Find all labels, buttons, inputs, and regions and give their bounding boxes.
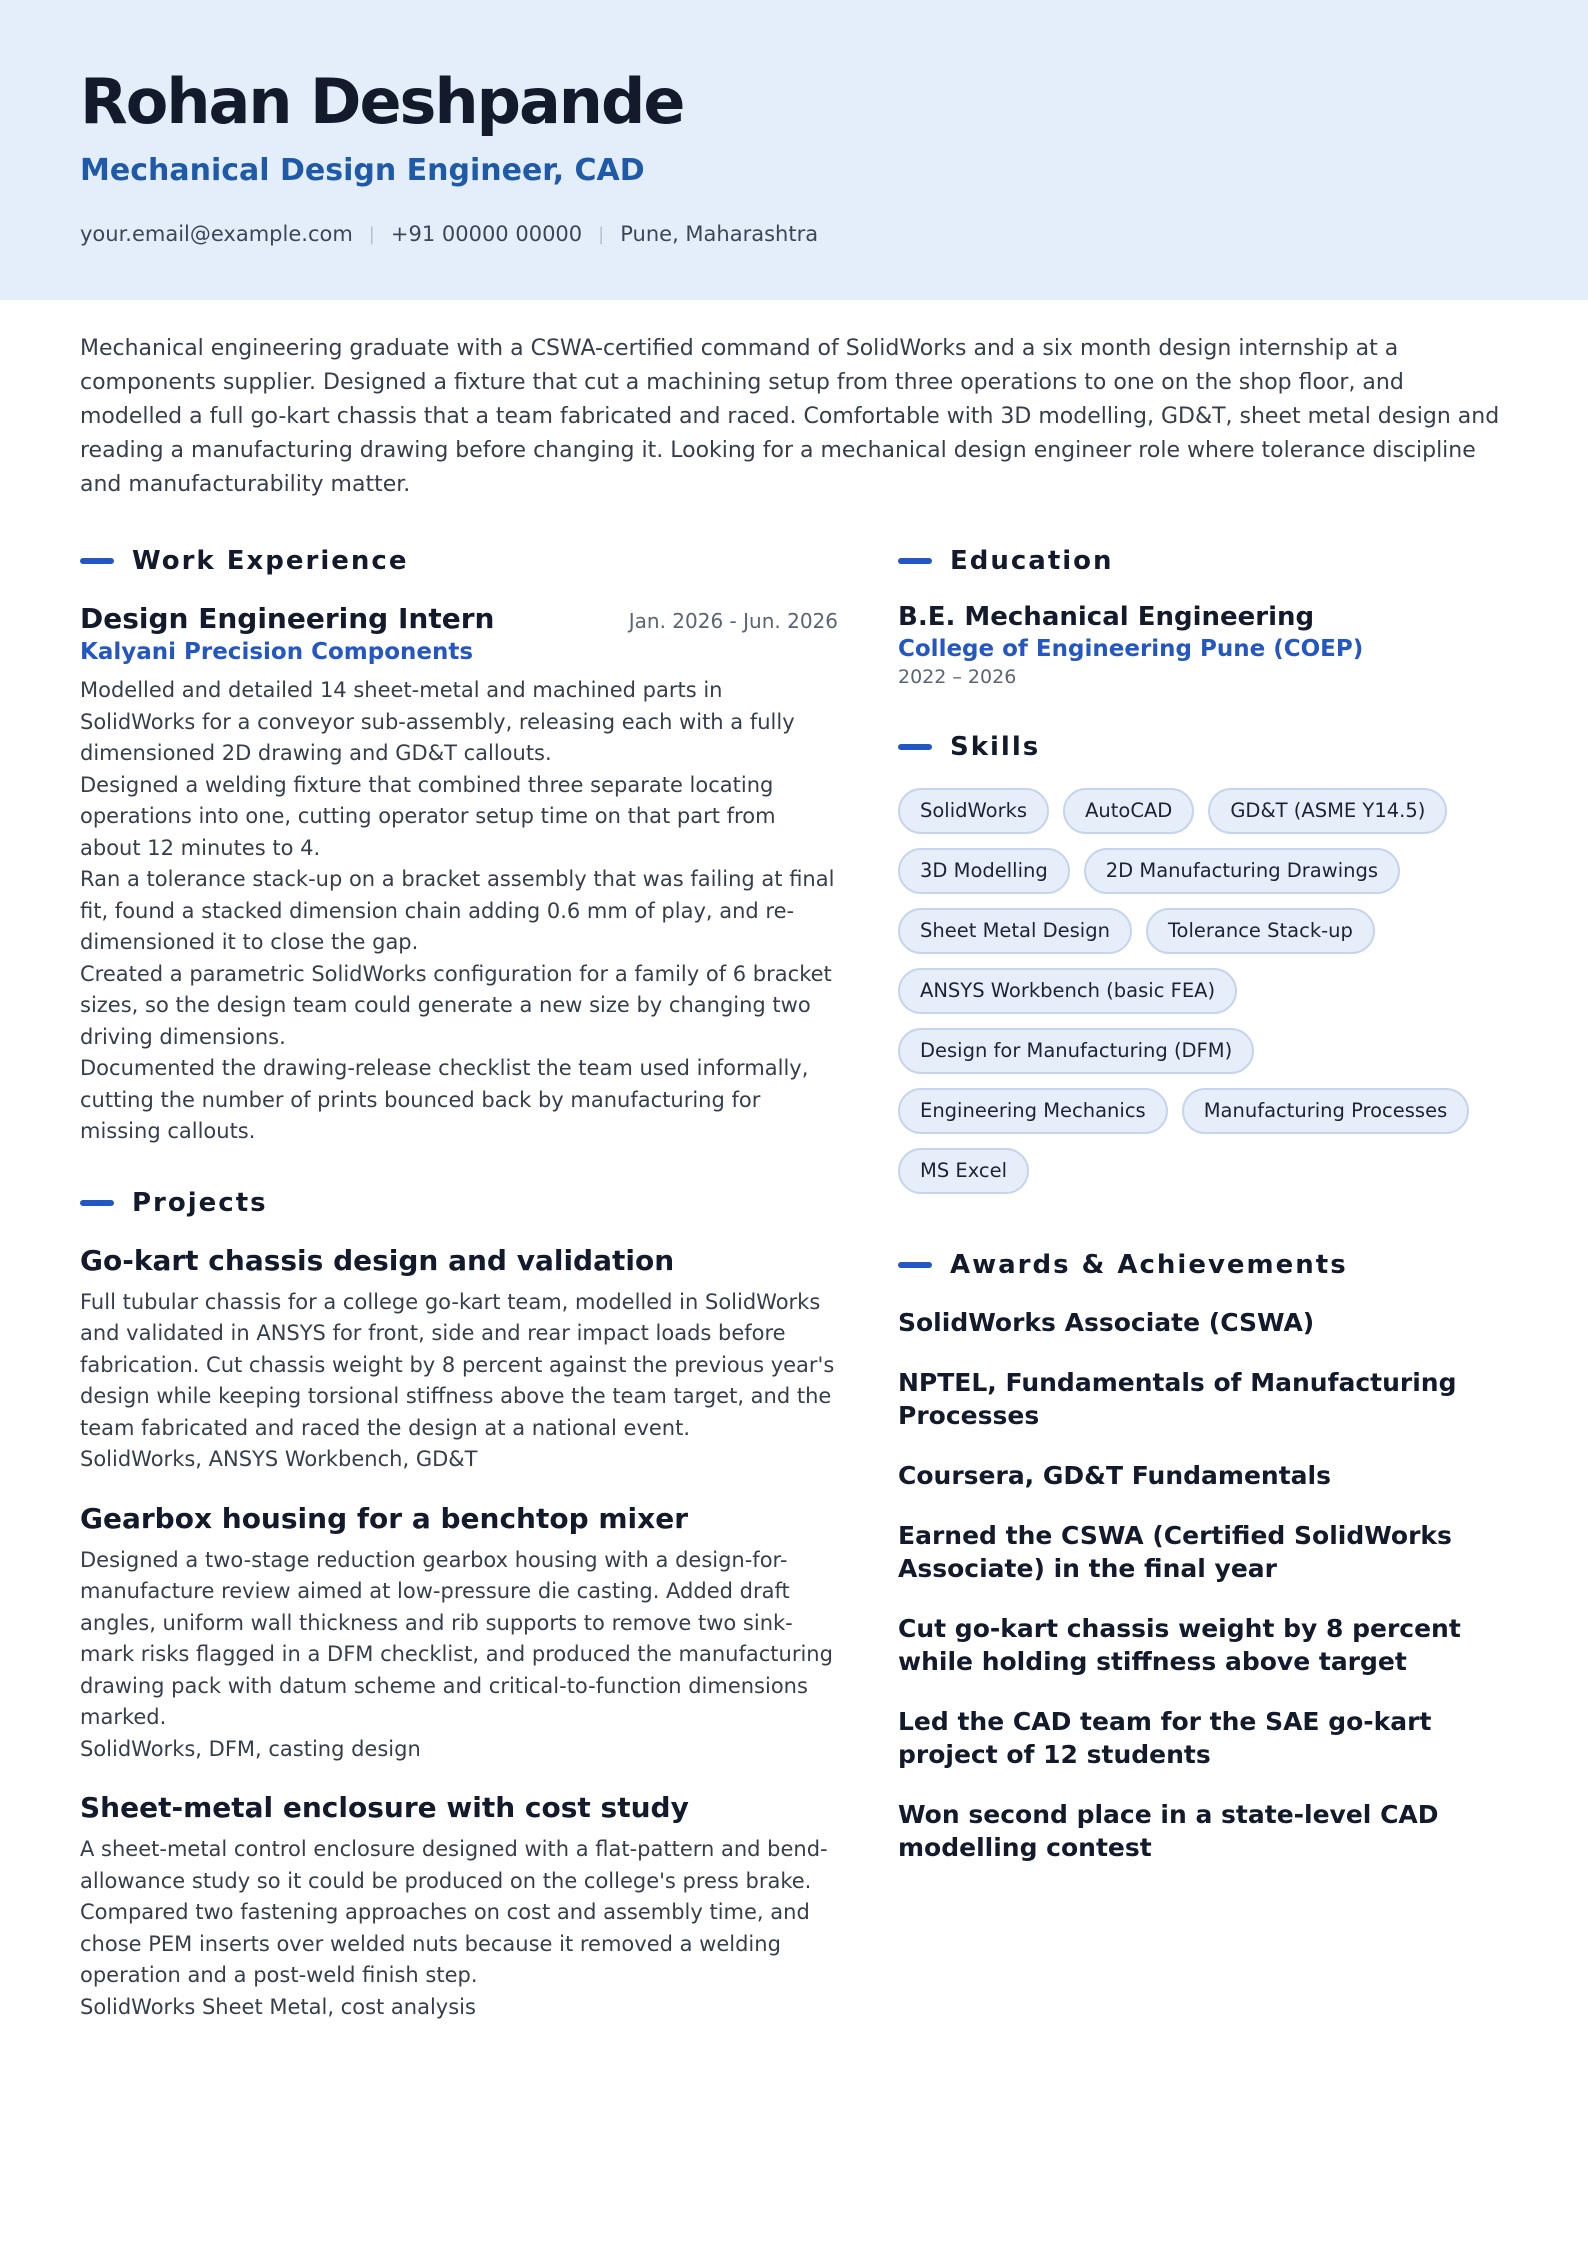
section-header-education — [898, 546, 1508, 576]
section-header-work — [80, 546, 838, 576]
project-title: Sheet-metal enclosure with cost study — [80, 1791, 689, 1824]
skill-chip: Manufacturing Processes — [1182, 1088, 1470, 1134]
contact-separator: | — [368, 223, 375, 245]
job-dates: Jan. 2026 - Jun. 2026 — [628, 609, 838, 633]
project-tools: SolidWorks, DFM, casting design — [80, 1736, 421, 1761]
job-title: Mechanical Design Engineer, CAD — [80, 153, 645, 188]
award-item: Cut go-kart chassis weight by 8 percent while holding stiffness above target — [898, 1614, 1461, 1676]
project-entry — [80, 1244, 838, 1476]
section-accent-bar — [898, 558, 932, 564]
skill-chip: Tolerance Stack-up — [1146, 908, 1375, 954]
job-entry — [80, 602, 838, 1148]
award-item: Earned the CSWA (Certified SolidWorks Associate) in the final year — [898, 1521, 1452, 1583]
left-column — [80, 546, 838, 2049]
job-bullets — [80, 675, 838, 1148]
section-title-projects: Projects — [132, 1187, 268, 1218]
job-bullet: Created a parametric SolidWorks configuration for a family of 6 bracket sizes, so the design team could generate a new size by changing two driving dimensions. — [80, 961, 832, 1049]
section-title-education: Education — [950, 546, 1114, 576]
award-item: Won second place in a state-level CAD modelling contest — [898, 1800, 1439, 1862]
project-tools: SolidWorks, ANSYS Workbench, GD&T — [80, 1447, 478, 1471]
section-accent-bar — [80, 558, 114, 564]
job-bullet: Documented the drawing-release checklist the team used informally, cutting the number of prints bounced back by manufacturing for missing callouts. — [80, 1056, 809, 1143]
job-bullet: Ran a tolerance stack-up on a bracket assembly that was failing at final fit, found a stacked dimension chain adding 0.6 mm of play, and re-dimensioned it to close the gap. — [80, 867, 835, 954]
education-years: 2022 – 2026 — [898, 666, 1017, 688]
project-title: Gearbox housing for a benchtop mixer — [80, 1501, 689, 1535]
project-description: Designed a two-stage reduction gearbox housing with a design-for-manufacture review aimed at low-pressure die casting. Added draft angles, uniform wall thickness and rib supports to remove two sink-mark risks flagged in a DFM checklist, and produced the manufacturing drawing pack with datum scheme and critical-to-function dimensions marked. — [80, 1547, 833, 1729]
skill-chip: MS Excel — [898, 1148, 1029, 1194]
contact-line — [80, 222, 1508, 246]
skills-list — [898, 788, 1508, 1194]
contact-email[interactable]: your.email@example.com — [80, 222, 353, 246]
section-accent-bar — [898, 1262, 932, 1268]
summary-paragraph: Mechanical engineering graduate with a CSWA-certified command of SolidWorks and a six month design internship at a components supplier. Designed a fixture that cut a machining setup from three operations to one on the shop floor, and modelled a full go-kart chassis that a team fabricated and raced. Comfortable with 3D modelling, GD&T, sheet metal design and reading a manufacturing drawing before changing it. Looking for a mechanical design engineer role where tolerance discipline and manufacturability matter. — [80, 336, 1500, 497]
project-entry — [80, 1791, 838, 2023]
section-title-skills: Skills — [950, 732, 1041, 762]
skill-chip: SolidWorks — [898, 788, 1049, 834]
contact-phone[interactable]: +91 00000 00000 — [390, 222, 583, 246]
section-accent-bar — [898, 744, 932, 750]
job-bullet: Modelled and detailed 14 sheet-metal and machined parts in SolidWorks for a conveyor sub-assembly, releasing each with a fully dimensioned 2D drawing and GD&T callouts. — [80, 678, 795, 765]
skill-chip: Design for Manufacturing (DFM) — [898, 1028, 1254, 1074]
job-company: Kalyani Precision Components — [80, 639, 474, 665]
section-header-skills — [898, 732, 1508, 762]
resume-columns — [0, 546, 1588, 2049]
award-item: SolidWorks Associate (CSWA) — [898, 1308, 1315, 1337]
resume-header — [0, 0, 1588, 300]
skill-chip: GD&T (ASME Y14.5) — [1208, 788, 1447, 834]
awards-list — [898, 1306, 1508, 1864]
section-title-awards: Awards & Achievements — [950, 1250, 1348, 1280]
skill-chip: AutoCAD — [1063, 788, 1194, 834]
skill-chip: Engineering Mechanics — [898, 1088, 1168, 1134]
project-title: Go-kart chassis design and validation — [80, 1243, 675, 1277]
contact-separator: | — [598, 223, 605, 245]
project-description: Full tubular chassis for a college go-kart team, modelled in SolidWorks and validated in ANSYS for front, side and rear impact loads before fabrication. Cut chassis weight by 8 percent against the previous year's design while keeping torsional stiffness above the team target, and the team fabricated and raced the design at a national event. — [80, 1289, 835, 1440]
skill-chip: 2D Manufacturing Drawings — [1084, 848, 1400, 894]
award-item: NPTEL, Fundamentals of Manufacturing Processes — [898, 1368, 1457, 1430]
award-item: Led the CAD team for the SAE go-kart project of 12 students — [898, 1707, 1432, 1769]
section-header-awards — [898, 1250, 1508, 1280]
award-item: Coursera, GD&T Fundamentals — [898, 1461, 1331, 1490]
section-title-work: Work Experience — [132, 546, 409, 576]
section-accent-bar — [80, 1200, 114, 1206]
education-entry — [898, 602, 1508, 688]
right-column — [898, 546, 1508, 2049]
project-tools: SolidWorks Sheet Metal, cost analysis — [80, 1994, 476, 2019]
section-header-projects — [80, 1188, 838, 1218]
project-description: A sheet-metal control enclosure designed with a flat-pattern and bend-allowance study so it could be produced on the college's press brake. Compared two fastening approaches on cost and assembly time, and chose PEM inserts over welded nuts because it removed a welding operation and a post-weld finish step. — [80, 1837, 828, 1987]
education-degree: B.E. Mechanical Engineering — [898, 602, 1315, 632]
skill-chip: 3D Modelling — [898, 848, 1070, 894]
candidate-name: Rohan Deshpande — [80, 65, 684, 138]
education-school: College of Engineering Pune (COEP) — [898, 636, 1364, 662]
job-role: Design Engineering Intern — [80, 602, 495, 635]
skill-chip: Sheet Metal Design — [898, 908, 1132, 954]
skill-chip: ANSYS Workbench (basic FEA) — [898, 968, 1237, 1014]
job-bullet: Designed a welding fixture that combined three separate locating operations into one, cutting operator setup time on that part from about 12 minutes to 4. — [80, 772, 776, 860]
contact-location: Pune, Maharashtra — [620, 222, 819, 246]
project-entry — [80, 1502, 838, 1766]
